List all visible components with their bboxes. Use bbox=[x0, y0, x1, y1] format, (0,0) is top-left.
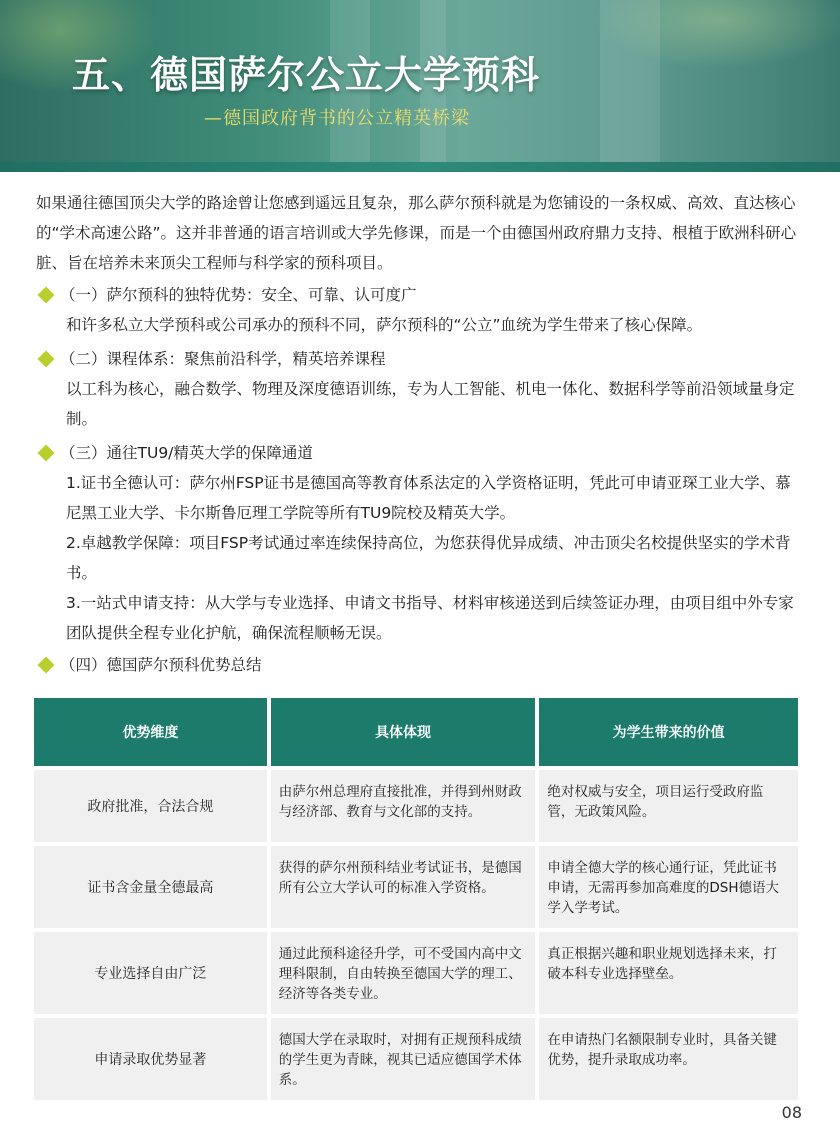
list-item: 2.卓越教学保障：项目FSP考试通过率连续保持高位，为您获得优异成绩、冲击顶尖名校提供坚实的学术背书。 bbox=[66, 534, 791, 582]
summary-table bbox=[30, 694, 802, 1104]
page-subtitle: —德国政府背书的公立精英桥梁 bbox=[204, 108, 470, 129]
diamond-bullet-icon bbox=[38, 351, 55, 368]
section-heading-text: （二）课程体系：聚焦前沿科学，精英培养课程 bbox=[60, 350, 386, 368]
table-cell-detail: 由萨尔州总理府直接批准，并得到州财政与经济部、教育与文化部的支持。 bbox=[271, 770, 536, 842]
table-cell-value: 在申请热门名额限制专业时，具备关键优势，提升录取成功率。 bbox=[539, 1018, 798, 1100]
section-heading bbox=[36, 650, 806, 680]
section-body: 以工科为核心，融合数学、物理及深度德语训练，专为人工智能、机电一体化、数据科学等前沿领域量身定制。 bbox=[66, 380, 795, 428]
table-cell-dimension: 申请录取优势显著 bbox=[34, 1018, 267, 1100]
section-heading-text: （三）通往TU9/精英大学的保障通道 bbox=[60, 444, 313, 462]
table-cell-detail: 德国大学在录取时，对拥有正规预科成绩的学生更为青睐，视其已适应德国学术体系。 bbox=[271, 1018, 536, 1100]
table-row bbox=[34, 846, 798, 928]
list-item: 3.一站式申请支持：从大学与专业选择、申请文书指导、材料审核递送到后续签证办理，由项目组中外专家团队提供全程专业化护航，确保流程顺畅无误。 bbox=[66, 594, 794, 642]
table-cell-detail: 获得的萨尔州预科结业考试证书，是德国所有公立大学认可的标准入学资格。 bbox=[271, 846, 536, 928]
table-cell-detail: 通过此预科途径升学，可不受国内高中文理科限制，自由转换至德国大学的理工、经济等各类专业。 bbox=[271, 932, 536, 1014]
table-row bbox=[34, 932, 798, 1014]
main-content bbox=[36, 188, 806, 680]
diamond-bullet-icon bbox=[38, 657, 55, 674]
table-row bbox=[34, 1018, 798, 1100]
banner-bottom-strip bbox=[0, 162, 840, 172]
intro-paragraph: 如果通往德国顶尖大学的路途曾让您感到遥远且复杂，那么萨尔预科就是为您铺设的一条权威、高效、直达核心的“学术高速公路”。这并非普通的语言培训或大学先修课，而是一个由德国州政府鼎力支持、根植于欧洲科研心脏、旨在培养未来顶尖工程师与科学家的预科项目。 bbox=[36, 194, 797, 272]
page-number: 08 bbox=[781, 1103, 802, 1122]
list-item: 1.证书全德认可：萨尔州FSP证书是德国高等教育体系法定的入学资格证明，凭此可申请亚琛工业大学、慕尼黑工业大学、卡尔斯鲁厄理工学院等所有TU9院校及精英大学。 bbox=[66, 474, 791, 522]
section-body: 和许多私立大学预科或公司承办的预科不同，萨尔预科的“公立”血统为学生带来了核心保障。 bbox=[66, 316, 703, 334]
table-row bbox=[34, 770, 798, 842]
diamond-bullet-icon bbox=[38, 445, 55, 462]
table-cell-value: 真正根据兴趣和职业规划选择未来，打破本科专业选择壁垒。 bbox=[539, 932, 798, 1014]
table-header-detail: 具体体现 bbox=[271, 698, 536, 766]
table-cell-dimension: 专业选择自由广泛 bbox=[34, 932, 267, 1014]
section-heading bbox=[36, 280, 806, 310]
table-header-dimension: 优势维度 bbox=[34, 698, 267, 766]
summary-table-container bbox=[34, 694, 806, 1104]
table-cell-value: 绝对权威与安全，项目运行受政府监管，无政策风险。 bbox=[539, 770, 798, 842]
banner-decoration bbox=[600, 0, 660, 172]
table-header-value: 为学生带来的价值 bbox=[539, 698, 798, 766]
table-cell-dimension: 证书含金量全德最高 bbox=[34, 846, 267, 928]
page-title: 五、德国萨尔公立大学预科 bbox=[72, 53, 541, 97]
section-heading bbox=[36, 344, 806, 374]
table-cell-dimension: 政府批准，合法合规 bbox=[34, 770, 267, 842]
section-heading-text: （四）德国萨尔预科优势总结 bbox=[60, 656, 262, 674]
section-heading bbox=[36, 438, 806, 468]
table-cell-value: 申请全德大学的核心通行证，凭此证书申请，无需再参加高难度的DSH德语大学入学考试。 bbox=[539, 846, 798, 928]
header-banner bbox=[0, 0, 840, 172]
section-heading-text: （一）萨尔预科的独特优势：安全、可靠、认可度广 bbox=[60, 286, 417, 304]
diamond-bullet-icon bbox=[38, 287, 55, 304]
